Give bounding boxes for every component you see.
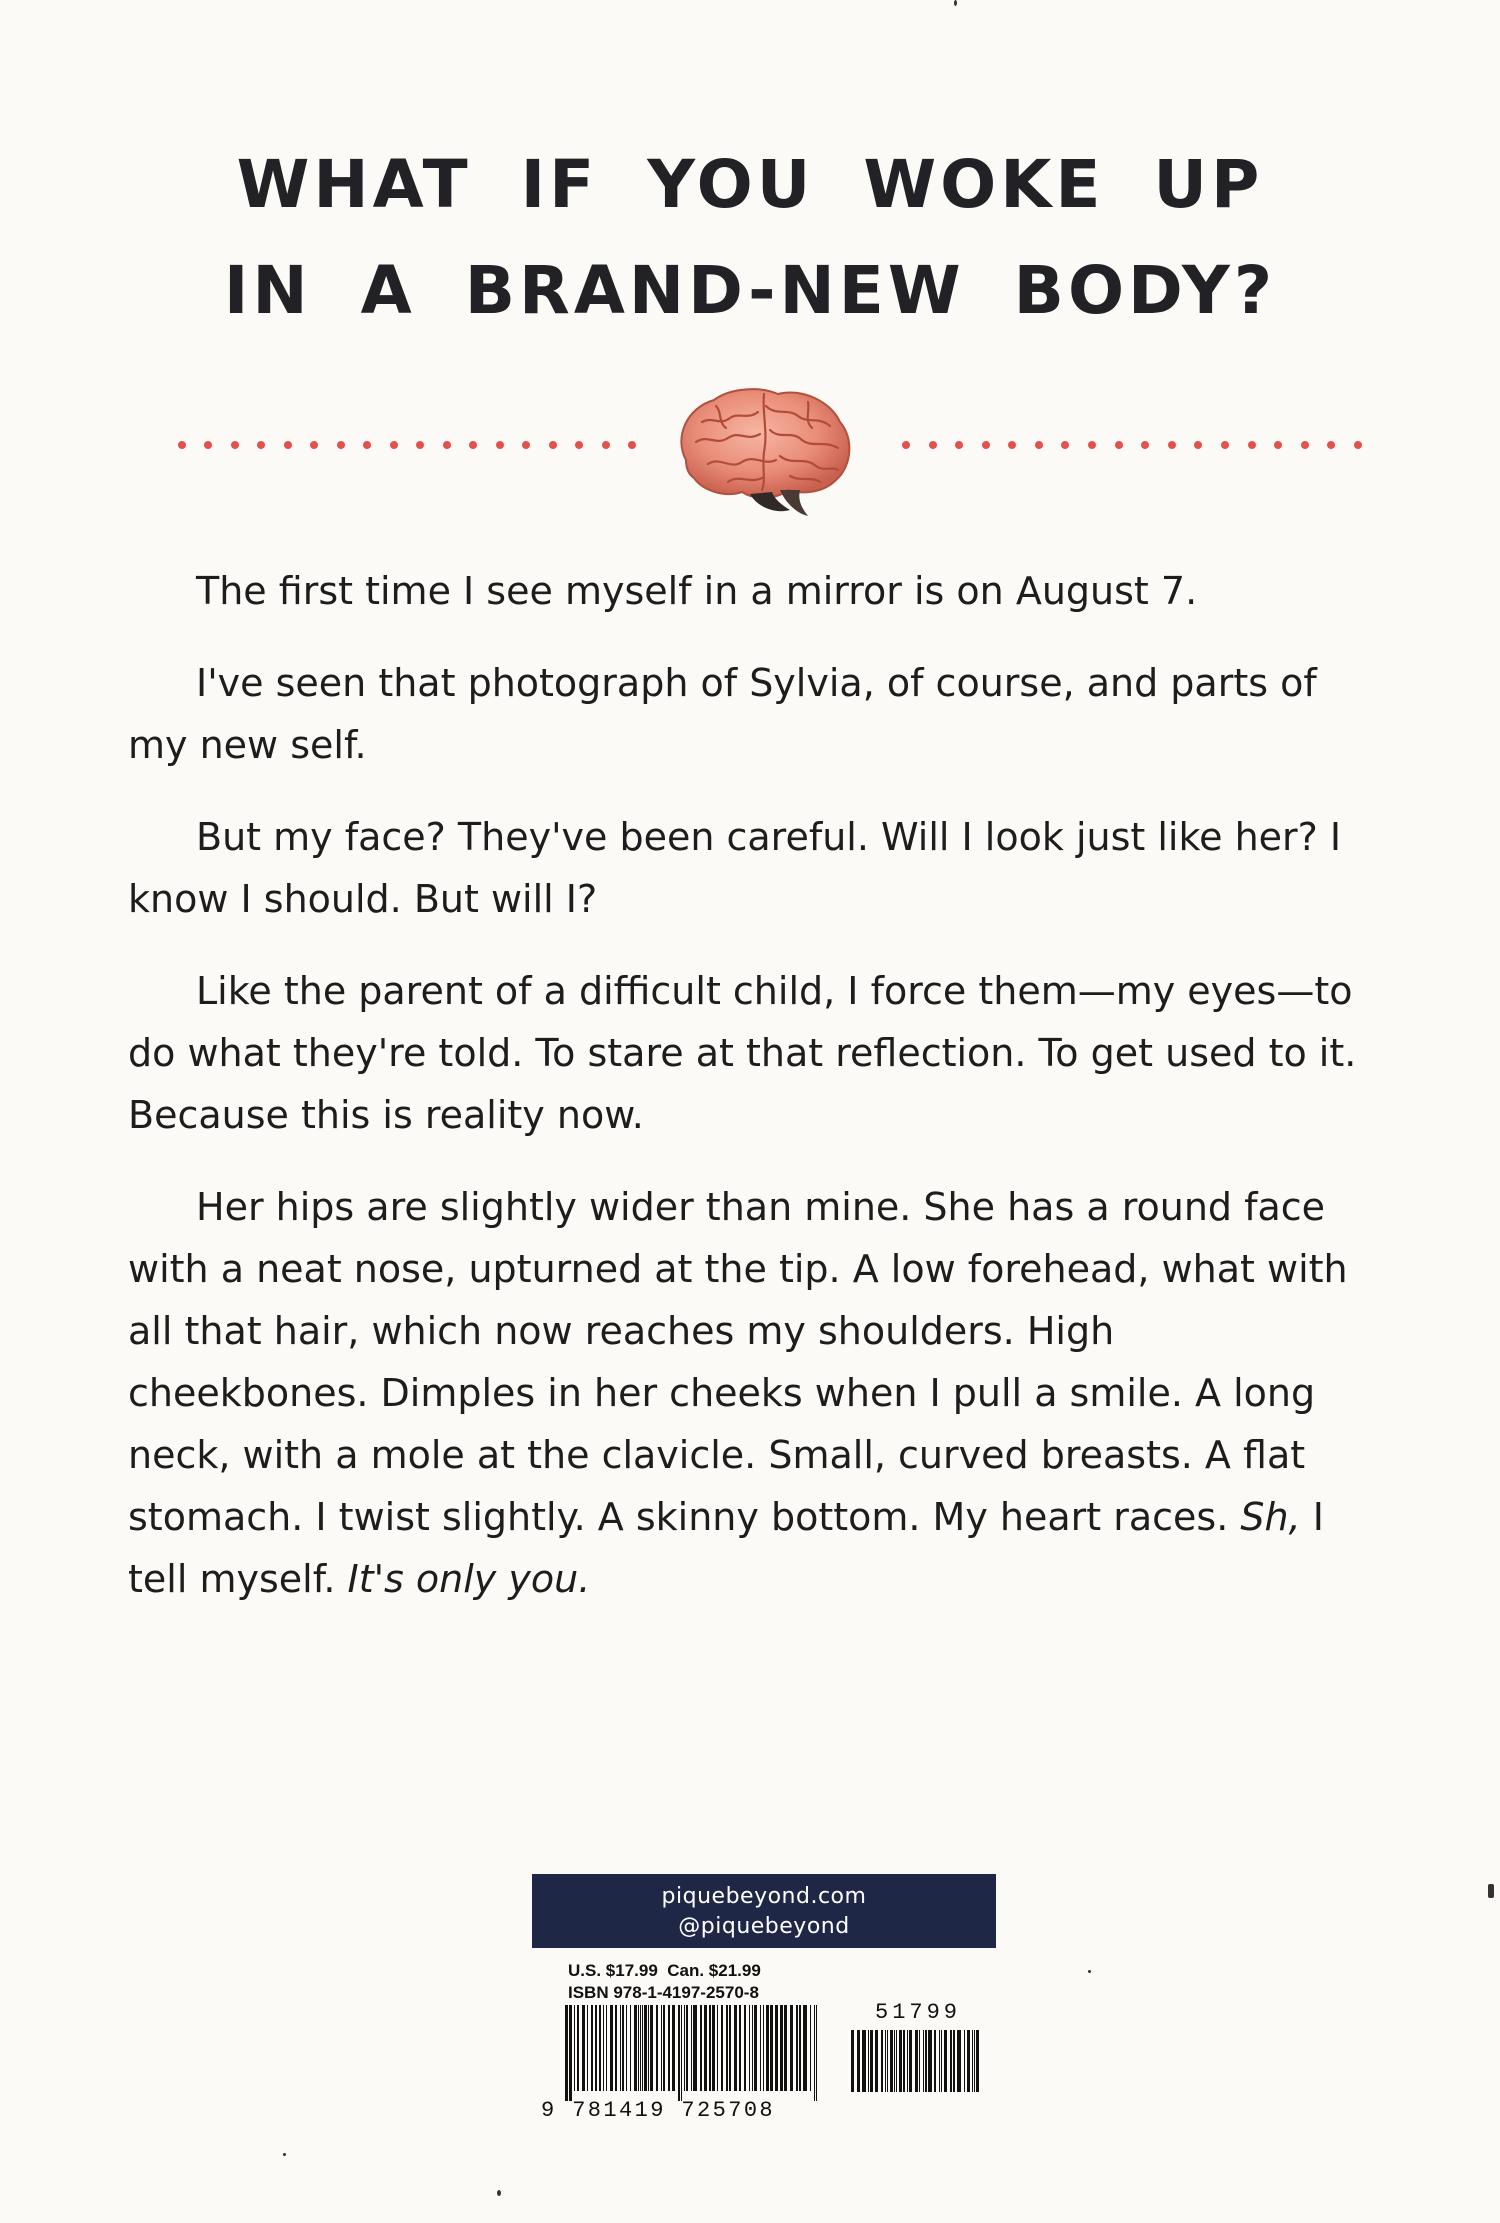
barcode-bar [974, 2030, 975, 2092]
excerpt-paragraph-5 [128, 1176, 1358, 1610]
speck [954, 0, 957, 6]
barcode-bar [672, 2005, 675, 2091]
barcode-bar [749, 2005, 750, 2091]
barcode-bar [638, 2005, 639, 2091]
barcode-bar [582, 2005, 585, 2091]
excerpt-paragraph-2: I've seen that photograph of Sylvia, of course, and parts of my new self. [128, 661, 1317, 767]
barcode-bar [896, 2030, 897, 2092]
isbn-line: ISBN 978-1-4197-2570-8 [568, 1983, 759, 2002]
barcode-bar [907, 2030, 908, 2092]
barcode-bar [967, 2030, 970, 2092]
barcode-bar [663, 2005, 665, 2091]
barcode-bar [595, 2005, 597, 2091]
barcode-bar [622, 2005, 624, 2091]
barcode-bar [957, 2030, 961, 2092]
barcode-bar [686, 2005, 688, 2091]
dotted-divider-right [902, 440, 1362, 450]
excerpt-paragraph-5-main: Her hips are slightly wider than mine. She has a round face with a neat nose, upturned at the tip. A low forehead, what with all that hair, which now reaches my shoulders. High cheekbones. Dimples in her cheeks when I pull a smile. A long neck, with a mole at the clavicle. Small, curved breasts. A flat stomach. I twist slightly. A skinny bottom. My heart races. [128, 1185, 1348, 1539]
headline [0, 132, 1500, 344]
barcode-bar [950, 2030, 952, 2092]
barcode-bar [915, 2030, 918, 2092]
excerpt-plain-tell: I tell myself. [128, 1495, 1324, 1601]
barcode-bar [862, 2030, 866, 2092]
barcode-bar [775, 2005, 778, 2091]
barcode-bar [928, 2030, 932, 2092]
barcode-bar [919, 2030, 920, 2092]
barcode-bar [803, 2005, 807, 2091]
barcode-bar [925, 2030, 927, 2092]
barcode-bar [693, 2005, 697, 2091]
barcode-bar [668, 2005, 670, 2091]
barcode-bar [752, 2005, 753, 2091]
barcode-bar [784, 2005, 787, 2091]
barcode-bar [939, 2030, 940, 2092]
barcode-bar [810, 2005, 811, 2091]
barcode-bar [875, 2030, 878, 2092]
barcode-bar [870, 2030, 873, 2092]
barcode-bar [650, 2005, 653, 2091]
barcode-bar [565, 2005, 568, 2101]
barcode-bar [814, 2005, 815, 2101]
barcode-bar [941, 2030, 942, 2092]
barcode-bar [577, 2005, 579, 2091]
barcode-bar [610, 2005, 613, 2091]
barcode-bar [644, 2005, 647, 2091]
barcode-bar [890, 2030, 893, 2092]
barcode-bar [574, 2005, 575, 2091]
barcode-bar [887, 2030, 888, 2092]
headline-line-2: IN A BRAND-NEW BODY? [223, 252, 1277, 329]
barcode-bar [964, 2030, 965, 2092]
publisher-website: piquebeyond.com [661, 1884, 867, 1909]
barcode-bar [700, 2005, 702, 2091]
brain-icon [668, 382, 860, 522]
barcode-bar [760, 2005, 761, 2091]
price-addon-barcode [851, 2030, 981, 2102]
price-line: U.S. $17.99 Can. $21.99 [568, 1961, 761, 1980]
barcode-bar [857, 2030, 860, 2092]
barcode-bar [615, 2005, 617, 2091]
barcode-bar [923, 2030, 924, 2092]
barcode-bar [976, 2030, 979, 2092]
barcode-bar [717, 2005, 718, 2091]
barcode-bar [599, 2005, 601, 2091]
barcode-bar [763, 2005, 764, 2091]
excerpt-paragraph-4: Like the parent of a difficult child, I force them—my eyes—to do what they're told. To stare at that reflection. To get used to it. Because this is reality now. [128, 969, 1357, 1137]
barcode-bar [684, 2005, 685, 2091]
barcode-bar [944, 2030, 947, 2092]
barcode-bar [630, 2005, 631, 2091]
book-excerpt [128, 560, 1358, 1638]
speck [283, 2153, 286, 2156]
barcode-bar [903, 2030, 905, 2092]
barcode-bar [640, 2005, 641, 2091]
ean-digits: 9 781419 725708 [541, 2098, 776, 2123]
barcode-bar [569, 2005, 572, 2101]
price-block [568, 1960, 761, 2004]
barcode-bar [754, 2005, 757, 2091]
barcode-bar [678, 2005, 680, 2101]
speck [497, 2190, 501, 2196]
excerpt-paragraph-3: But my face? They've been careful. Will I look just like her? I know I should. But will I? [128, 815, 1342, 921]
barcode-bar [691, 2005, 692, 2091]
barcode-bar [799, 2005, 801, 2091]
barcode-bar [726, 2005, 728, 2091]
isbn-barcode [565, 2005, 820, 2101]
barcode-bar [899, 2030, 902, 2092]
excerpt-paragraph-1: The first time I see myself in a mirror is on August 7. [196, 569, 1198, 613]
barcode-bar [620, 2005, 621, 2091]
barcode-bar [894, 2030, 895, 2092]
headline-line-1: WHAT IF YOU WOKE UP [236, 146, 1264, 223]
barcode-bar [648, 2005, 649, 2091]
barcode-bar [661, 2005, 662, 2091]
barcode-bar [934, 2030, 936, 2092]
barcode-bar [766, 2005, 769, 2091]
excerpt-italic-only-you: It's only you. [347, 1557, 591, 1601]
barcode-bar [796, 2005, 798, 2091]
barcode-bar [780, 2005, 783, 2091]
addon-digits: 51799 [875, 2000, 962, 2025]
barcode-bar [681, 2005, 682, 2101]
barcode-bar [972, 2030, 973, 2092]
barcode-bar [909, 2030, 912, 2092]
barcode-bar [634, 2005, 637, 2091]
barcode-bar [868, 2030, 869, 2092]
barcode-bar [709, 2005, 711, 2091]
speck [1088, 1970, 1091, 1973]
barcode-bar [712, 2005, 715, 2091]
excerpt-italic-sh: Sh, [1240, 1495, 1301, 1539]
barcode-bar [885, 2030, 886, 2092]
speck [1488, 1884, 1494, 1898]
dotted-divider-left [178, 440, 636, 450]
barcode-bar [656, 2005, 658, 2091]
barcode-bar [816, 2005, 817, 2101]
barcode-bar [606, 2005, 607, 2091]
barcode-bar [739, 2005, 741, 2091]
barcode-bar [729, 2005, 731, 2091]
publisher-bar [532, 1874, 996, 1948]
barcode-bar [721, 2005, 723, 2091]
barcode-bar [603, 2005, 604, 2091]
barcode-bar [591, 2005, 593, 2091]
barcode-bar [790, 2005, 793, 2091]
barcode-bar [704, 2005, 707, 2091]
barcode-bar [851, 2030, 854, 2092]
barcode-bar [881, 2030, 883, 2092]
barcode-bar [744, 2005, 746, 2091]
barcode-bar [642, 2005, 643, 2091]
barcode-bar [770, 2005, 773, 2091]
barcode-bar [953, 2030, 955, 2092]
publisher-handle: @piquebeyond [678, 1914, 850, 1939]
barcode-bar [626, 2005, 627, 2091]
barcode-bar [734, 2005, 737, 2091]
barcode-bar [587, 2005, 588, 2091]
